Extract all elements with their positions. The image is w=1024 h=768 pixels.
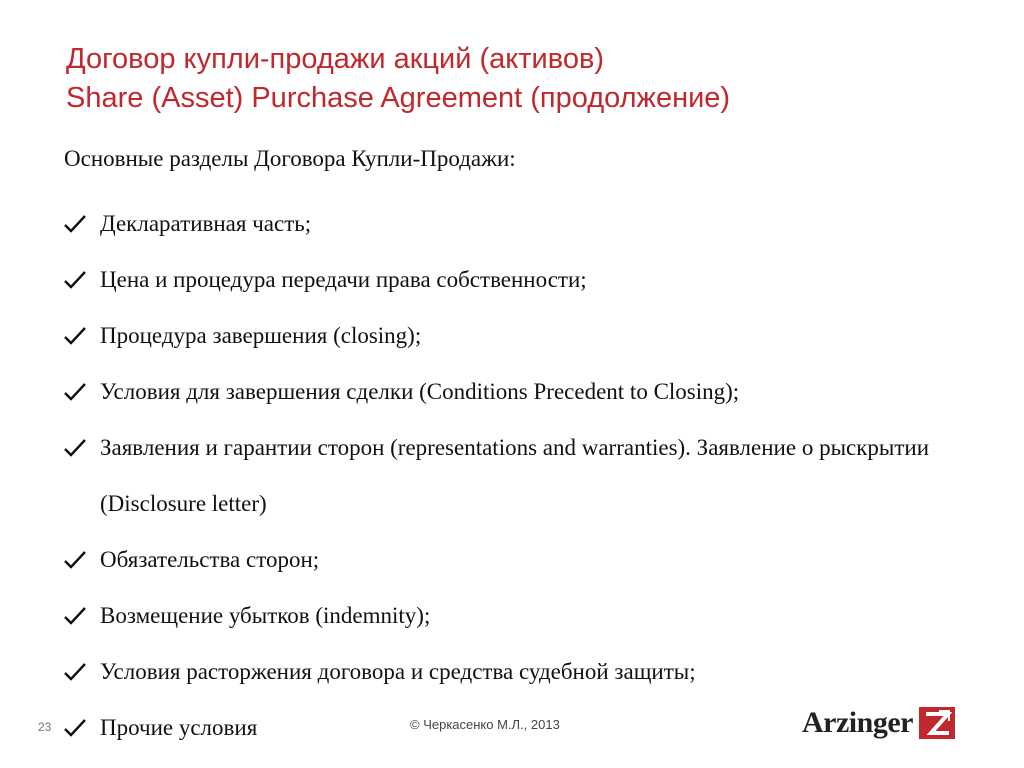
check-icon <box>64 607 86 625</box>
copyright: © Черкасенко М.Л., 2013 <box>410 717 560 732</box>
slide-title <box>66 40 730 118</box>
list-item <box>64 588 974 644</box>
list-item <box>64 644 974 700</box>
check-icon <box>64 719 86 737</box>
list-item-text: Обязательства сторон; <box>100 547 320 572</box>
list-item-text: Условия расторжения договора и средства судебной защиты; <box>100 659 696 684</box>
title-line-en: Share (Asset) Purchase Agreement (продолжение) <box>66 82 731 114</box>
list-item-text: Декларативная часть; <box>100 211 312 236</box>
arzinger-logo <box>802 706 955 740</box>
list-item-text: Прочие условия <box>100 715 258 740</box>
page-number: 23 <box>38 720 52 734</box>
check-icon <box>64 327 86 345</box>
list-item-text: Заявления и гарантии сторон (representations and warranties). Заявление о рыскрытии (Disclosure letter) <box>100 435 930 516</box>
title-line-ru: Договор купли-продажи акций (активов) <box>66 43 605 75</box>
check-icon <box>64 663 86 681</box>
list-item-text: Условия для завершения сделки (Conditions Precedent to Closing); <box>100 379 740 404</box>
arzinger-logo-mark <box>919 707 955 739</box>
check-icon <box>64 551 86 569</box>
checklist <box>64 196 974 756</box>
check-icon <box>64 271 86 289</box>
check-icon <box>64 215 86 233</box>
list-item <box>64 364 974 420</box>
list-item-text: Возмещение убытков (indemnity); <box>100 603 431 628</box>
list-item <box>64 308 974 364</box>
list-item <box>64 252 974 308</box>
list-item-text: Цена и процедура передачи права собственности; <box>100 267 587 292</box>
check-icon <box>64 383 86 401</box>
logo-text: Arzinger <box>802 706 913 739</box>
check-icon <box>64 439 86 457</box>
list-item <box>64 532 974 588</box>
section-subtitle: Основные разделы Договора Купли-Продажи: <box>64 146 516 171</box>
list-item-text: Процедура завершения (closing); <box>100 323 422 348</box>
list-item <box>64 420 974 532</box>
list-item <box>64 196 974 252</box>
